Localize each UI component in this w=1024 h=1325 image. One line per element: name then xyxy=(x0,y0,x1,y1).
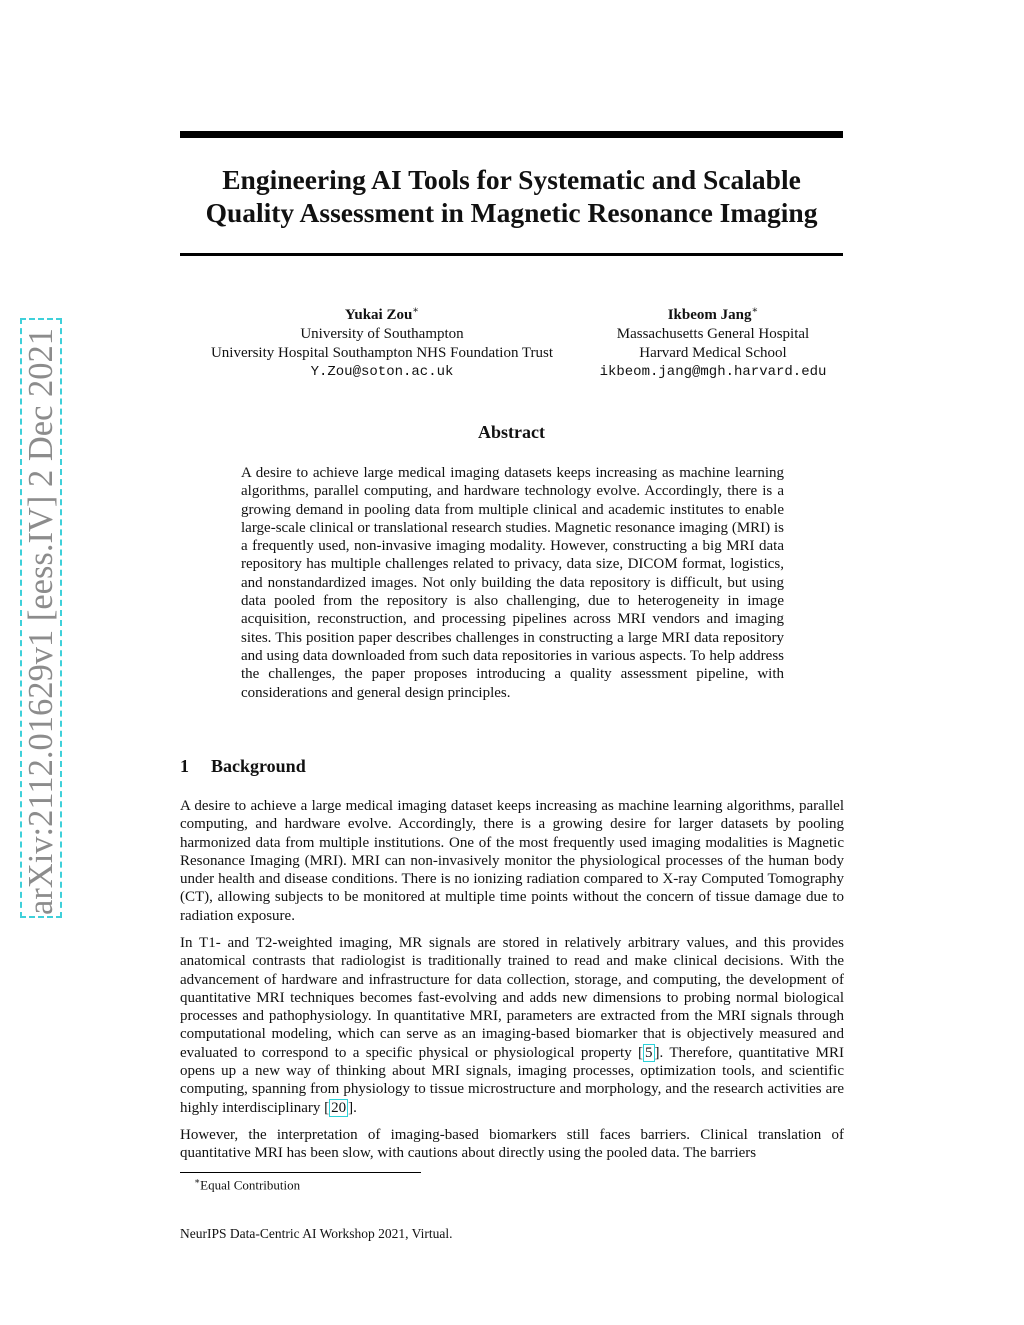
paragraph-text: In T1- and T2-weighted imaging, MR signals are stored in relatively arbitrary values, and this provides anatomical contrasts that radiologist is traditionally trained to read and make clinical decisions. With the advancement of hardware and infrastructure for data collection, storage, and computing, the development of quantitative MRI techniques becomes fast-evolving and adds new dimensions to probing normal biological processes and pathophysiology. In quantitative MRI, parameters are extracted from the MRI signals through computational modeling, which can serve as an imaging-based biomarker that is objectively measured and evaluated to correspond to a specific physical or physiological property xyxy=(180,935,844,1061)
author-name: Yukai Zou xyxy=(344,307,413,323)
footnote-mark: ∗ xyxy=(194,1176,201,1186)
paper-title xyxy=(180,163,843,229)
section-number: 1 xyxy=(180,756,189,776)
body-paragraph-3: However, the interpretation of imaging-based biomarkers still faces barriers. Clinical translation of quantitative MRI has been slow, with cautions about directly using the pooled data. The barriers xyxy=(180,1127,844,1162)
citation-link[interactable]: 5 xyxy=(645,1044,653,1061)
title-line-2: Quality Assessment in Magnetic Resonance Imaging xyxy=(205,197,818,228)
equal-contribution-mark: ∗ xyxy=(412,305,420,316)
footnote xyxy=(194,1176,300,1193)
section-title: Background xyxy=(211,756,306,776)
author-affiliation: Harvard Medical School xyxy=(639,345,787,361)
author-block-1 xyxy=(182,301,582,382)
title-top-rule xyxy=(180,131,843,138)
author-affiliation: University Hospital Southampton NHS Foundation Trust xyxy=(210,345,554,361)
author-email[interactable]: Y.Zou@soton.ac.uk xyxy=(310,364,454,380)
author-block-2 xyxy=(582,301,844,382)
footnote-text: Equal Contribution xyxy=(200,1177,301,1193)
title-line-1: Engineering AI Tools for Systematic and Scalable xyxy=(222,164,801,195)
body-paragraph-2: In T1- and T2-weighted imaging, MR signals are stored in relatively arbitrary values, and this provides anatomical contrasts that radiologist is traditionally trained to read and make clinical decisions. With the advancement of hardware and infrastructure for data collection, storage, and computing, the development of quantitative MRI techniques becomes fast-evolving and adds new dimensions to probing normal biological processes and pathophysiology. In quantitative MRI, parameters are extracted from the MRI signals through computational modeling, which can serve as an imaging-based biomarker that is objectively measured and evaluated to correspond to a specific physical or physiological property [ 5 ]. Therefore, quantitative MRI opens up a new way of thinking about MRI signals, imaging processes, optimization tools, and scientific computing, spanning from physiology to tissue microstructure and morphology, and the research activities are highly interdisciplinary [ 20 ]. xyxy=(180,935,844,1116)
author-affiliation: University of Southampton xyxy=(300,326,464,342)
body-paragraph-1: A desire to achieve a large medical imaging dataset keeps increasing as machine learning algorithms, parallel computing, and hardware evolve. Accordingly, there is a growing desire for larger datasets by pooling harmonized data from multiple institutions. One of the most frequently used imaging modalities is Magnetic Resonance Imaging (MRI). MRI can non-invasively monitor the physiological processes of the human body under health and disease conditions. There is no ionizing radiation compared to X-ray Computed Tomography (CT), allowing subjects to be monitored at multiple time points without the concern of tissue damage due to radiation exposure. xyxy=(180,798,844,924)
footnote-rule xyxy=(180,1172,421,1173)
abstract-body: A desire to achieve large medical imaging datasets keeps increasing as machine learning algorithms, parallel computing, and hardware technology evolve. Accordingly, there is a growing demand in pooling data from multiple clinical and academic institutes to enable large-scale clinical or translational research studies. Magnetic resonance imaging (MRI) is a frequently used, non-invasive imaging modality. However, constructing a big MRI data repository has multiple challenges related to privacy, data size, DICOM format, logistics, and nonstandardized images. Not only building the data repository is difficult, but using data pooled from the repository is also challenging, due to heterogeneity in image acquisition, reconstruction, and processing pipelines across MRI vendors and imaging sites. This position paper describes challenges in constructing a large MRI data repository and using data downloaded from such data repositories in various aspects. To help address the challenges, the paper proposes introducing a quality assessment pipeline, with considerations and general design principles. xyxy=(241,465,784,701)
section-heading xyxy=(180,756,306,777)
author-affiliation: Massachusetts General Hospital xyxy=(616,326,810,342)
equal-contribution-mark: ∗ xyxy=(751,305,759,316)
venue-footer: NeurIPS Data-Centric AI Workshop 2021, Virtual. xyxy=(180,1226,453,1241)
arxiv-stamp[interactable]: arXiv:2112.01629v1 [eess.IV] 2 Dec 2021 xyxy=(22,327,60,915)
paragraph-text: . xyxy=(353,1099,357,1116)
citation-link[interactable]: 20 xyxy=(331,1099,347,1116)
author-email[interactable]: ikbeom.jang@mgh.harvard.edu xyxy=(599,364,827,380)
paragraph-text: . Therefore, quantitative MRI opens up a new way of thinking about MRI signals, imaging processes, optimization tools, and scientific computing, spanning from physiology to tissue microstructure and morphology, and the research activities are highly interdisciplinary xyxy=(180,1044,844,1116)
author-name: Ikbeom Jang xyxy=(667,307,752,323)
abstract-heading: Abstract xyxy=(478,422,545,442)
title-bottom-rule xyxy=(180,253,843,256)
